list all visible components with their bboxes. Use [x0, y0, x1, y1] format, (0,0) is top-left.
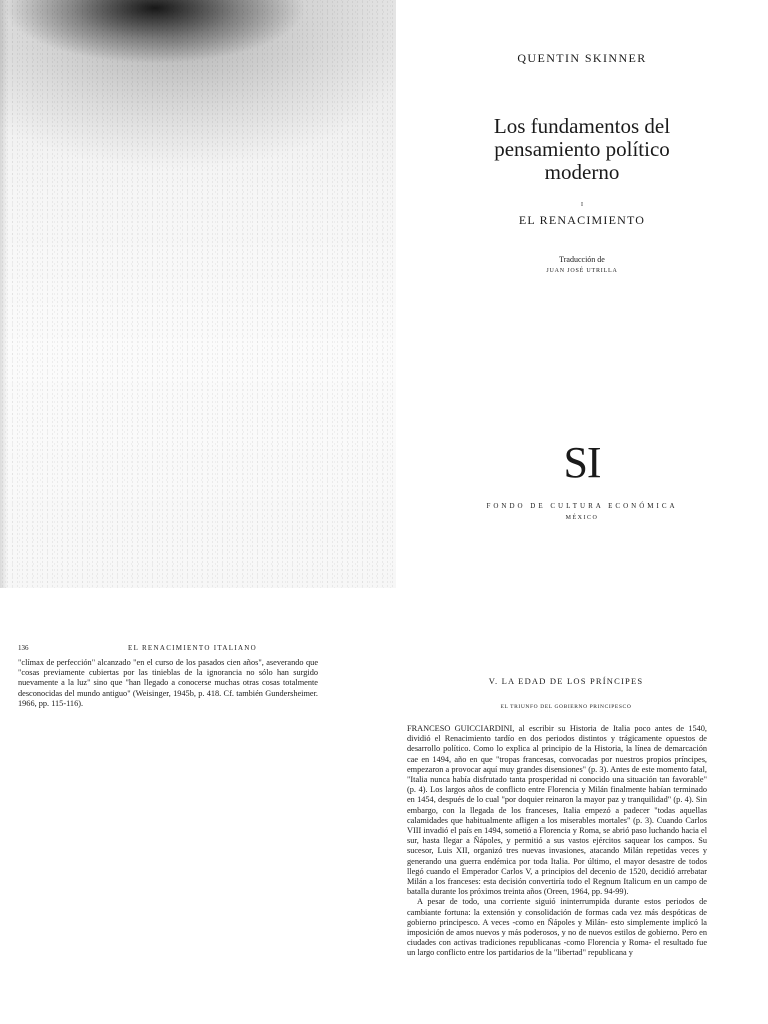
publisher-city: MÉXICO: [565, 515, 599, 521]
page-136: [0, 600, 380, 1024]
translator-name: JUAN JOSÉ UTRILLA: [546, 268, 618, 274]
chapter-page: [396, 600, 768, 1024]
title-page: [396, 0, 768, 600]
paragraph: A pesar de todo, una corriente siguió ininterrumpida durante estos periodos de cambiante fortuna: la extensión y consolidación de formas cada vez más despóticas de gobierno principesco. A veces -como en Ñápoles y Milán- esto simplemente implicó la imposición de amos nuevos y más poderosos, y no de nuevos estilos de gobierno. Pero en ciudades con activas tradiciones republicanas -como Florencia y Roma- el resultado fue un largo conflicto entre los partidarios de la "libertad" republicana y: [407, 897, 707, 958]
paragraph: FRANCESO GUICCIARDINI, al escribir su Historia de Italia poco antes de 1540, dividió el Renacimiento tardío en dos periodos distintos y trágicamente opuestos de desarrollo político. Como lo explica al principio de la Historia, la línea de demarcación cae en 1494, año en que "tropas francesas, convocadas por nuestros propios príncipes, empezaron a provocar aquí muy grandes disensiones" (p. 3). Antes de este momento fatal, "Italia nunca había disfrutado tanta prosperidad ni conocido una situación tan favorable" (p. 4). Los largos años de conflicto entre Florencia y Milán finalmente habían terminado en 1454, después de lo cual "por doquier reinaron la mayor paz y tranquilidad" (p. 4). Sin embargo, con la llegada de los franceses, Italia empezó a padecer "todas aquellas calamidades que habitualmente afligen a los miserables mortales" (p. 3). Cuando Carlos VIII invadió el país en 1494, sometió a Florencia y Roma, se abrió paso luchando hacia el sur, hasta llegar a Ñápoles, y permitió a sus vastos ejércitos saquear los campos. Su sucesor, Luis XII, organizó tres nuevas invasiones, atacando Milán repetidas veces y generando una guerra endémica por toda Italia. Por último, el mayor desastre de todos llegó cuando el Emperador Carlos V, a principios del decenio de 1520, decidió arrebatar Milán a los franceses: esta decisión convertiría todo el Regnum Italicum en un campo de batalla durante los próximos treinta años (Oreen, 1964, pp. 94-99).: [407, 724, 707, 897]
volume-title: EL RENACIMIENTO: [518, 213, 646, 227]
publisher-name: FONDO DE CULTURA ECONÓMICA: [486, 502, 678, 510]
chapter-title: V. LA EDAD DE LOS PRÍNCIPES: [488, 676, 644, 686]
section-title: EL TRIUNFO DEL GOBIERNO PRINCIPESCO: [500, 704, 632, 710]
book-title: [396, 115, 768, 184]
translation-label: Traducción de: [559, 255, 605, 264]
page-136-text: "clímax de perfección" alcanzado "en el curso de los pasados cien años", aseverando que "cosas previamente cubiertas por las tinieblas de la ignorancia no sólo han surgido nuevamente a la luz" sino que "han llegado a conocerse muchas otras cosas totalmente desconocidas del mundo antiguo" (Weisinger, 1945b, p. 418. Cf. también Gundersheimer. 1966, pp. 115-116).: [18, 658, 318, 708]
scanned-page-image: [0, 0, 396, 588]
page-number: 136: [18, 644, 29, 652]
volume-number: I: [581, 202, 583, 208]
author-name: QUENTIN SKINNER: [517, 51, 647, 65]
book-title-line: moderno: [544, 160, 620, 184]
running-head-title: EL RENACIMIENTO ITALIANO: [128, 644, 258, 652]
chapter-body: [407, 724, 707, 959]
publisher-logo: SI: [563, 438, 601, 487]
book-title-line: pensamiento político: [494, 137, 670, 161]
book-title-line: Los fundamentos del: [493, 114, 671, 138]
